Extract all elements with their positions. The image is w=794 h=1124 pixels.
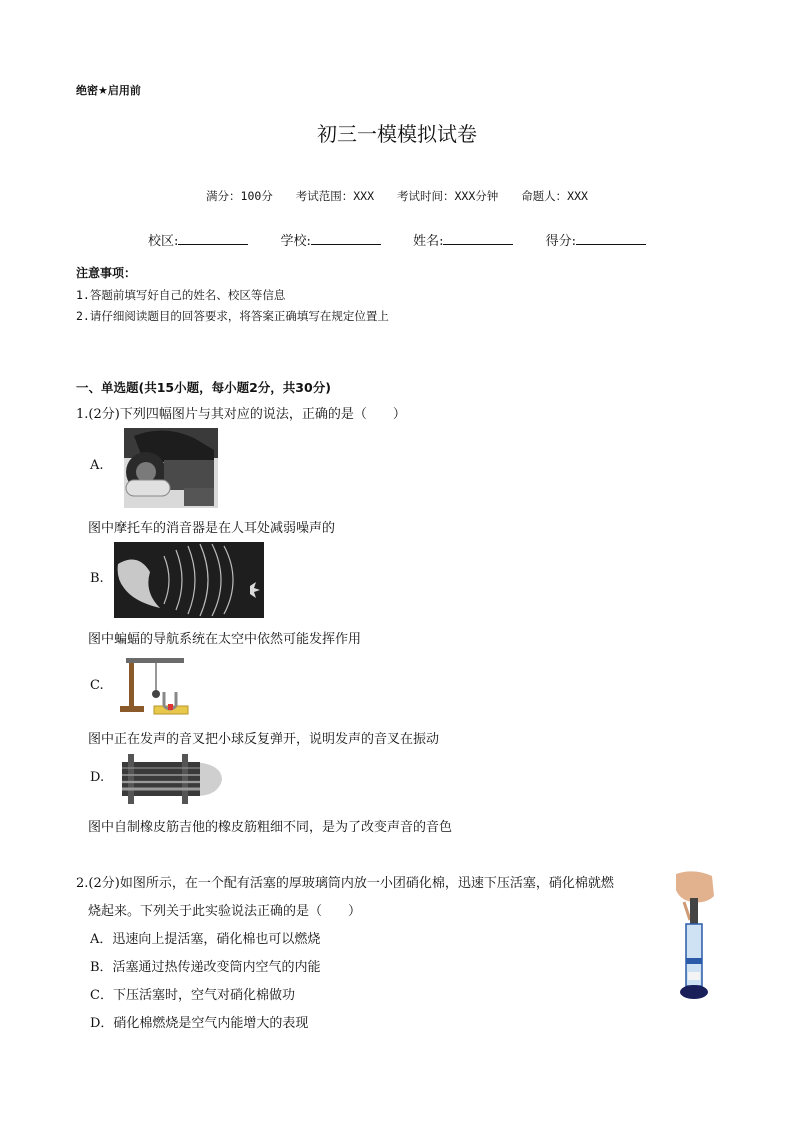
student-info-fields [0,230,794,249]
option-c-text: 图中正在发声的音叉把小球反复弹开，说明发声的音叉在振动 [88,732,440,747]
field-school [281,230,381,249]
tuning-fork-image [118,654,190,716]
notes-heading: 注意事项： [76,266,137,280]
blank-line [443,232,513,245]
question-2-option-d: D．硝化棉燃烧是空气内能增大的表现 [90,1016,309,1031]
question-2-option-b: B．活塞通过热传递改变筒内空气的内能 [90,960,321,975]
rubber-band-guitar-image [118,750,224,806]
question-2-option-a: A．迅速向上提活塞，硝化棉也可以燃烧 [90,932,321,947]
meta-time: 考试时间：XXX分钟 [396,189,499,203]
bat-sonar-image [114,542,264,618]
option-b-text: 图中蝙蝠的导航系统在太空中依然可能发挥作用 [88,632,362,647]
page-title: 初三一模模拟试卷 [317,122,477,146]
question-2-stem [76,870,656,926]
note-item: 2.请仔细阅读题目的回答要求，将答案正确填写在规定位置上 [76,309,389,323]
blank-line [576,232,646,245]
exam-meta [0,188,794,204]
note-item: 1.答题前填写好自己的姓名、校区等信息 [76,288,286,302]
motorcycle-image [124,428,218,508]
option-a-letter: A. [90,458,104,473]
meta-score: 满分：100分 [206,189,273,203]
blank-line [178,232,248,245]
field-name [413,230,513,249]
blank-line [311,232,381,245]
field-label: 姓名: [413,234,444,249]
section-heading: 一、单选题(共15小题，每小题2分，共30分) [76,380,331,395]
confidential-label: 绝密★启用前 [76,84,141,97]
option-d-letter: D. [90,770,105,785]
field-label: 得分: [545,234,576,249]
option-a-text: 图中摩托车的消音器是在人耳处减弱噪声的 [88,521,336,536]
meta-author: 命题人：XXX [521,189,588,203]
question-2-stem-line: 烧起来。下列关于此实验说法正确的是（ ） [88,904,362,919]
option-c-letter: C. [90,678,104,693]
glass-cylinder-piston-image [666,868,722,1002]
option-b-letter: B. [90,571,104,586]
field-score [546,230,646,249]
question-2-stem-line: 2.(2分)如图所示，在一个配有活塞的厚玻璃筒内放一小团硝化棉，迅速下压活塞，硝化棉就燃 [76,876,614,891]
meta-scope: 考试范围：XXX [295,189,375,203]
question-1-stem: 1.(2分)下列四幅图片与其对应的说法，正确的是（ ） [76,407,406,422]
field-label: 校区: [148,234,179,249]
field-campus [148,230,248,249]
question-2-option-c: C．下压活塞时，空气对硝化棉做功 [90,988,295,1003]
option-d-text: 图中自制橡皮筋吉他的橡皮筋粗细不同，是为了改变声音的音色 [88,820,453,835]
field-label: 学校: [280,234,311,249]
